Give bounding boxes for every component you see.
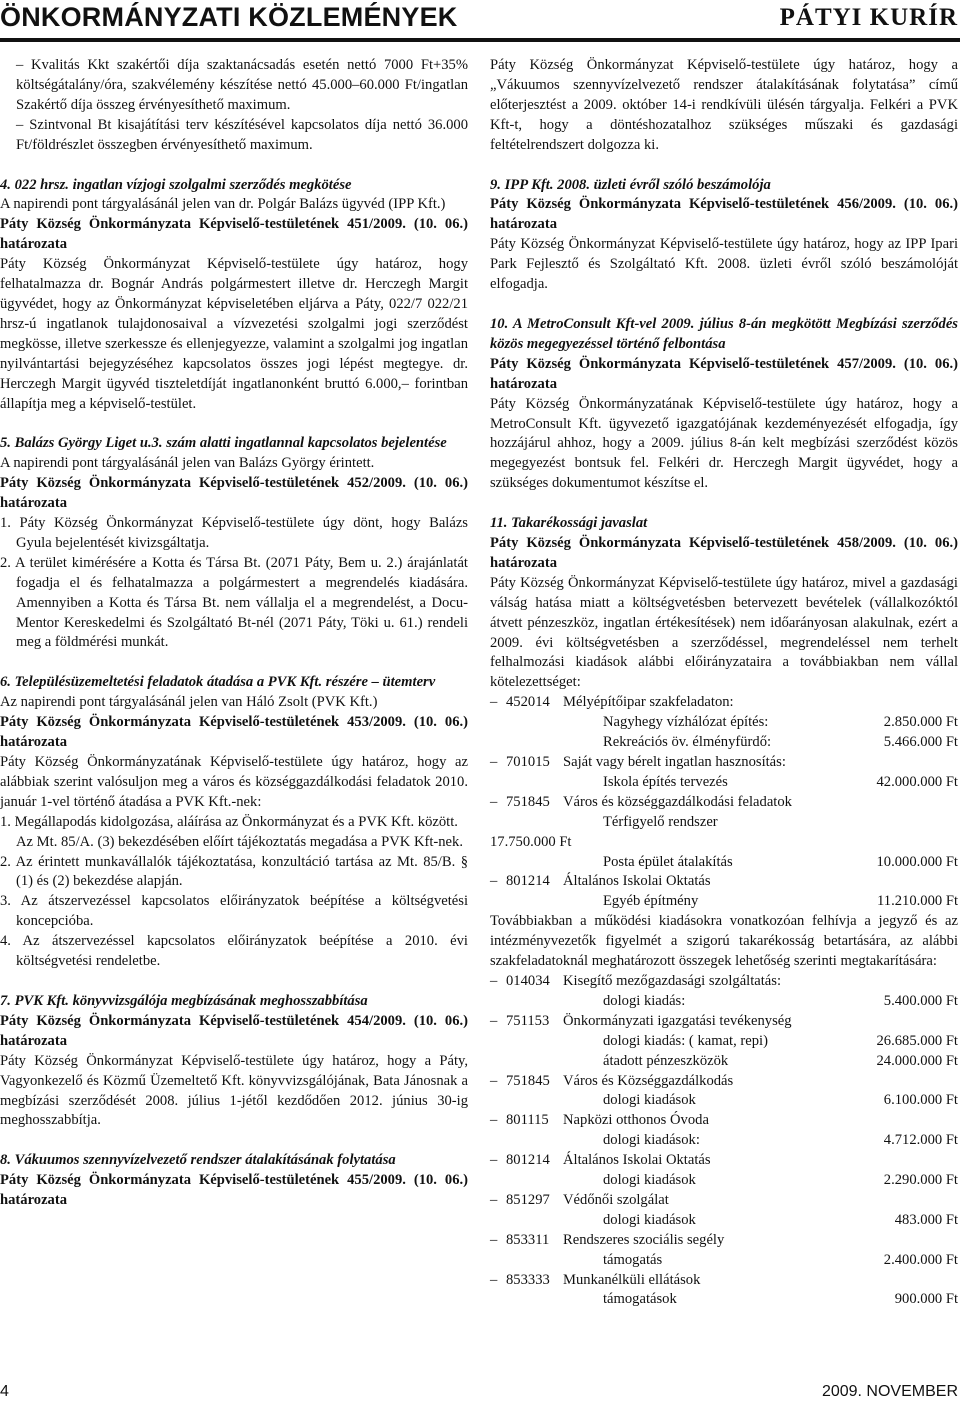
budget-row bbox=[490, 1231, 958, 1251]
budget-row bbox=[490, 1171, 958, 1191]
budget-row bbox=[490, 1032, 958, 1052]
budget-row bbox=[490, 1211, 958, 1231]
budget-item-name: Saját vagy bérelt ingatlan hasznosítás: bbox=[563, 754, 786, 770]
budget-item-name: Védőnői szolgálat bbox=[563, 1191, 669, 1208]
budget-item-name: átadott pénzeszközök bbox=[603, 1052, 729, 1069]
budget-table-capital bbox=[490, 693, 958, 832]
budget-dash bbox=[490, 733, 506, 753]
resolution-title: Páty Község Önkormányzata Képviselő-testületének 454/2009. (10. 06.) határozata bbox=[0, 1012, 468, 1049]
budget-row bbox=[490, 972, 958, 992]
right-column bbox=[490, 56, 958, 1310]
budget-code: 853311 bbox=[506, 1231, 550, 1248]
budget-row bbox=[490, 872, 958, 892]
budget-table-capital-continued bbox=[490, 853, 958, 913]
paragraph: Páty Község Önkormányzat Képviselő-testülete úgy határoz, hogy az IPP Ipari Park Fejlesztő és Szolgáltató Kft. 2008. üzleti évről szóló beszámolóját elfogadja. bbox=[490, 236, 958, 293]
budget-amount: 483.000 Ft bbox=[894, 1211, 958, 1228]
budget-dash bbox=[490, 713, 506, 733]
budget-dash bbox=[490, 1131, 506, 1151]
intro-section bbox=[0, 56, 468, 156]
budget-dash: – bbox=[490, 1072, 498, 1089]
budget-amount bbox=[854, 753, 958, 773]
budget-amount bbox=[854, 813, 958, 833]
budget-dash: – bbox=[490, 873, 498, 890]
budget-code: 851297 bbox=[506, 1191, 550, 1208]
budget-code: 014034 bbox=[506, 972, 550, 989]
budget-dash: – bbox=[490, 1191, 498, 1208]
section-heading: 10. A MetroConsult Kft-vel 2009. július 8-án megkötött Megbízási szerződés közös megegyezéssel történő felbontása bbox=[490, 315, 958, 352]
budget-row bbox=[490, 1012, 958, 1032]
resolution-title: Páty Község Önkormányzata Képviselő-testületének 456/2009. (10. 06.) határozata bbox=[490, 196, 958, 233]
budget-amount bbox=[854, 1151, 958, 1171]
budget-indent bbox=[506, 773, 563, 793]
budget-amount: 2.400.000 Ft bbox=[883, 1251, 958, 1268]
budget-amount bbox=[854, 1072, 958, 1092]
section-heading: 6. Településüzemeltetési feladatok átadása a PVK Kft. részére – ütemterv bbox=[0, 674, 436, 691]
budget-dash bbox=[490, 1290, 506, 1310]
section-heading: 8. Vákuumos szennyvízelvezető rendszer átalakításának folytatása bbox=[0, 1152, 396, 1169]
budget-row bbox=[490, 1131, 958, 1151]
budget-row bbox=[490, 992, 958, 1012]
budget-amount bbox=[854, 1231, 958, 1251]
budget-table-operating bbox=[490, 972, 958, 1310]
budget-row bbox=[490, 892, 958, 912]
budget-item-name: támogatás bbox=[603, 1251, 663, 1268]
section-8 bbox=[0, 1151, 468, 1211]
budget-dash bbox=[490, 1171, 506, 1191]
section-5 bbox=[0, 434, 468, 653]
resolution-title: Páty Község Önkormányzata Képviselő-testületének 457/2009. (10. 06.) határozata bbox=[490, 355, 958, 392]
budget-item-name: Posta épület átalakítás bbox=[603, 853, 733, 870]
numbered-item: 3. Az átszervezéssel kapcsolatos előirányzatok beépítése a költségvetési koncepcióba. bbox=[0, 893, 468, 930]
resolution-title: Páty Község Önkormányzata Képviselő-testületének 455/2009. (10. 06.) határozata bbox=[0, 1172, 468, 1209]
budget-row bbox=[490, 1191, 958, 1211]
section-heading: 5. Balázs György Liget u.3. szám alatti ingatlannal kapcsolatos bejelentése bbox=[0, 435, 447, 452]
budget-dash bbox=[490, 773, 506, 793]
budget-item-name: Kisegítő mezőgazdasági szolgáltatás: bbox=[563, 972, 782, 989]
paragraph: A napirendi pont tárgyalásánál jelen van Balázs György érintett. bbox=[0, 455, 375, 472]
budget-item-name: Általános Iskolai Oktatás bbox=[563, 873, 711, 890]
budget-row bbox=[490, 1072, 958, 1092]
paragraph: Páty Község Önkormányzat Képviselő-testülete úgy határoz, hogy a „Vákuumos szennyvízelvezető rendszer átalakításának folytatása” című előterjesztést a 2009. október 14-i rendkívüli ülésén tárgyalja. Felkéri a PVK Kft-t, hogy a döntéshozatalhoz szükséges műszaki és gazdasági feltételrendszert dolgozza ki. bbox=[490, 57, 958, 153]
section-heading: 11. Takarékossági javaslat bbox=[490, 515, 648, 532]
paragraph: Páty Község Önkormányzatának Képviselő-testülete úgy határoz, hogy az alábbiak szerint valósuljon meg a város és községgazdálkodási feladatok 2010. január 1-vel történő átadása a PVK Kft.-nek: bbox=[0, 754, 468, 810]
budget-amount: 4.712.000 Ft bbox=[883, 1132, 958, 1149]
budget-row bbox=[490, 773, 958, 793]
budget-amount: 5.400.000 Ft bbox=[883, 992, 958, 1009]
budget-amount bbox=[830, 872, 958, 892]
left-column bbox=[0, 56, 468, 1211]
resolution-title: Páty Község Önkormányzata Képviselő-testületének 451/2009. (10. 06.) határozata bbox=[0, 216, 468, 253]
budget-amount: 11.210.000 Ft bbox=[877, 893, 958, 910]
resolution-title: Páty Község Önkormányzata Képviselő-testületének 452/2009. (10. 06.) határozata bbox=[0, 475, 468, 512]
budget-dash bbox=[490, 1052, 506, 1072]
budget-indent bbox=[506, 892, 563, 912]
section-title: ÖNKORMÁNYZATI KÖZLEMÉNYEK bbox=[0, 2, 458, 32]
budget-overflow-amount: 17.750.000 Ft bbox=[490, 833, 572, 850]
budget-dash bbox=[490, 853, 506, 873]
resolution-title: Páty Község Önkormányzata Képviselő-testületének 453/2009. (10. 06.) határozata bbox=[0, 714, 468, 751]
budget-item-name: dologi kiadás: ( kamat, repi) bbox=[603, 1032, 768, 1049]
budget-amount: 900.000 Ft bbox=[894, 1291, 958, 1308]
budget-item-name: dologi kiadás: bbox=[603, 992, 686, 1009]
budget-indent bbox=[506, 1052, 563, 1072]
budget-indent bbox=[506, 853, 563, 873]
paragraph: Páty Község Önkormányzatának Képviselő-testülete úgy határoz, hogy a MetroConsult Kft. ügyvezető igazgatójának kezdeményezését elfogadja, így hozzájárul ahhoz, hogy a 2009. július 8-án kelt megbízási szerződést közös megegyezést bontsuk fel. Felkéri dr. Herczegh Margit ügyvédet, hogy a szükséges dokumentumot készítse el. bbox=[490, 395, 958, 492]
budget-dash: – bbox=[490, 1012, 498, 1029]
budget-amount: 10.000.000 Ft bbox=[876, 853, 958, 870]
section-7 bbox=[0, 992, 468, 1131]
budget-dash: – bbox=[490, 754, 498, 770]
budget-item-name: Általános Iskolai Oktatás bbox=[563, 1152, 711, 1169]
budget-dash: – bbox=[490, 1152, 498, 1169]
budget-indent bbox=[506, 713, 563, 733]
budget-item-name: Város és községgazdálkodási feladatok bbox=[563, 793, 792, 810]
budget-indent bbox=[506, 992, 563, 1012]
section-heading: 7. PVK Kft. könyvvizsgálója megbízásának meghosszabbítása bbox=[0, 992, 368, 1009]
budget-dash bbox=[490, 813, 506, 833]
budget-indent bbox=[506, 1091, 563, 1111]
publication-name: PÁTYI KURÍR bbox=[779, 4, 958, 31]
budget-dash bbox=[490, 892, 506, 912]
budget-item-name: dologi kiadások: bbox=[603, 1132, 700, 1149]
budget-code: 751153 bbox=[506, 1012, 550, 1029]
budget-indent bbox=[506, 813, 563, 833]
budget-amount bbox=[854, 1111, 958, 1131]
header-rule bbox=[0, 38, 960, 42]
budget-amount: 26.685.000 Ft bbox=[876, 1032, 958, 1049]
budget-item-name: támogatások bbox=[603, 1291, 677, 1308]
budget-amount: 42.000.000 Ft bbox=[876, 773, 958, 790]
section-heading: 4. 022 hrsz. ingatlan vízjogi szolgalmi szerződés megkötése bbox=[0, 176, 352, 193]
budget-dash: – bbox=[490, 1271, 498, 1288]
budget-row bbox=[490, 753, 958, 773]
budget-item-name: Rendszeres szociális segély bbox=[563, 1231, 725, 1248]
budget-item-name: Napközi otthonos Óvoda bbox=[563, 1112, 709, 1129]
budget-amount: 24.000.000 Ft bbox=[876, 1052, 958, 1069]
budget-row bbox=[490, 1290, 958, 1310]
paragraph: Páty Község Önkormányzat Képviselő-testülete úgy határoz, mivel a gazdasági válság hatása miatt a költségvetésben betervezett bevételek (vállalkozóktól átvett pénzeszköz, ingatlan értékesítések) nem időarányosan alakulnak, ezért a 2009. évi költségvetésben a szerződéssel, megrendeléssel nem terhelt felhalmozási kiadások alábbi előirányzataira a továbbiakban nem vállal kötelezettséget: bbox=[490, 574, 958, 691]
budget-item-name: Nagyhegy vízhálózat építés: bbox=[603, 714, 769, 731]
budget-amount: 6.100.000 Ft bbox=[883, 1092, 958, 1109]
section-9 bbox=[490, 176, 958, 295]
section-10 bbox=[490, 315, 958, 494]
budget-item-name: Önkormányzati igazgatási tevékenység bbox=[563, 1012, 792, 1029]
budget-item-name: dologi kiadások bbox=[603, 1092, 696, 1109]
budget-row bbox=[490, 1091, 958, 1111]
budget-dash bbox=[490, 1091, 506, 1111]
numbered-item: 1. Páty Község Önkormányzat Képviselő-testülete úgy dönt, hogy Balázs Gyula bejelentését kivizsgáltatja. bbox=[0, 515, 468, 551]
budget-amount bbox=[854, 1012, 958, 1032]
numbered-item: 2. Az érintett munkavállalók tájékoztatása, konzultáció tartása az Mt. 85/B. § (1) és (2) bekezdése alapján. bbox=[0, 853, 468, 890]
budget-item-name: Munkanélküli ellátások bbox=[563, 1271, 701, 1288]
budget-indent bbox=[506, 1251, 563, 1271]
budget-indent bbox=[506, 1032, 563, 1052]
paragraph: Az napirendi pont tárgyalásánál jelen van Háló Zsolt (PVK Kft.) bbox=[0, 694, 378, 711]
budget-row bbox=[490, 693, 958, 713]
budget-row bbox=[490, 793, 958, 813]
budget-dash bbox=[490, 992, 506, 1012]
budget-amount bbox=[854, 972, 958, 992]
paragraph: Páty Község Önkormányzat Képviselő-testülete úgy határoz, hogy a Páty, Vagyonkezelő és Közmű Üzemeltető Kft. könyvvizsgálójának, Bata Jánosnak a megbízási szerződését 2008. július 1-jétől kezdődően 2012. június 30-ig meghosszabbítja. bbox=[0, 1052, 468, 1129]
budget-dash bbox=[490, 1211, 506, 1231]
section-6 bbox=[0, 673, 468, 972]
paragraph: Páty Község Önkormányzat Képviselő-testülete úgy határoz, hogy felhatalmazza dr. Bognár András polgármestert illetve dr. Herczegh Margit ügyvédet, hogy az Önkormányzat képviseletében eljárva a Páty, 022/7 022/21 hrsz-ú ingatlanok tulajdonosaival a vízvezetési szolgalmi jogi szerződést megkösse, illetve szerkessze és ellenjegyezze, valamint a szolgalmi jog ingatlan nyilvántartási bejegyzéséhez kapcsolatos összes jogi lépést megtegye. dr. Herczegh Margit ügyvéd tiszteletdíját ingatlanonként bruttó 6.000,– forintban állapítja meg a képviselő-testület. bbox=[0, 256, 468, 412]
page-number: 4 bbox=[0, 1383, 9, 1400]
budget-item-name: Mélyépítőipar szakfeladaton: bbox=[563, 694, 734, 711]
issue-date: 2009. NOVEMBER bbox=[821, 1383, 958, 1400]
paragraph: Továbbiakban a működési kiadásokra vonatkozóan felhívja a jegyző és az intézményvezetők figyelmét a szigorú takarékosság betartására, az alábbi szakfeladatoknál meghatározott összegek lehetőség szerinti megtakarítására: bbox=[490, 913, 958, 970]
budget-dash bbox=[490, 1032, 506, 1052]
budget-code: 801214 bbox=[506, 873, 550, 890]
budget-item-name: Egyéb építmény bbox=[603, 893, 699, 910]
budget-dash: – bbox=[490, 972, 498, 989]
budget-amount bbox=[854, 793, 958, 813]
budget-amount: 5.466.000 Ft bbox=[883, 734, 958, 751]
budget-item-name: dologi kiadások bbox=[603, 1172, 696, 1189]
budget-row bbox=[490, 1052, 958, 1072]
budget-amount: 2.290.000 Ft bbox=[883, 1172, 958, 1189]
budget-dash: – bbox=[490, 793, 498, 810]
intro-paragraph: – Szintvonal Bt kisajátítási terv készítésével kapcsolatos díja nettó 36.000 Ft/földrészlet összegben érvényesíthető maximum. bbox=[16, 116, 468, 153]
budget-row bbox=[490, 813, 958, 833]
numbered-item: 4. Az átszervezéssel kapcsolatos előirányzatok beépítése a 2010. évi költségvetési rendeletbe. bbox=[0, 933, 468, 970]
section-11 bbox=[490, 514, 958, 1310]
budget-amount bbox=[854, 1191, 958, 1211]
budget-item-name: Város és Községgazdálkodás bbox=[563, 1072, 734, 1089]
resolution-title: Páty Község Önkormányzata Képviselő-testületének 458/2009. (10. 06.) határozata bbox=[490, 535, 958, 571]
budget-dash: – bbox=[490, 1112, 498, 1129]
budget-row bbox=[490, 713, 958, 733]
budget-indent bbox=[506, 1211, 563, 1231]
budget-row bbox=[490, 733, 958, 753]
budget-code: 751845 bbox=[506, 793, 550, 810]
budget-amount bbox=[854, 1271, 958, 1291]
budget-item-name: dologi kiadások bbox=[603, 1211, 696, 1228]
budget-code: 801214 bbox=[506, 1152, 550, 1169]
budget-dash bbox=[490, 1251, 506, 1271]
intro-paragraph: – Kvalitás Kkt szakértői díja szaktanácsadás esetén nettó 7000 Ft+35% költségátalány/óra, szakvélemény készítése nettó 45.000–60.000 Ft/ingatlan Szakértő díja összeg érvényesíthető maximum. bbox=[16, 57, 468, 113]
budget-indent bbox=[506, 1171, 563, 1191]
budget-item-name: Térfigyelő rendszer bbox=[603, 813, 718, 830]
budget-dash: – bbox=[490, 1231, 498, 1248]
budget-dash: – bbox=[490, 694, 498, 711]
budget-row bbox=[490, 1251, 958, 1271]
budget-amount: 2.850.000 Ft bbox=[883, 714, 958, 731]
budget-indent bbox=[506, 1290, 563, 1310]
budget-code: 452014 bbox=[506, 694, 550, 711]
budget-item-name: Rekreációs öv. élményfürdő: bbox=[603, 734, 772, 751]
numbered-item: 1. Megállapodás kidolgozása, aláírása az Önkormányzat és a PVK Kft. között. bbox=[0, 813, 458, 830]
section-heading: 9. IPP Kft. 2008. üzleti évről szóló beszámolója bbox=[490, 176, 771, 193]
budget-indent bbox=[506, 1131, 563, 1151]
budget-code: 751845 bbox=[506, 1072, 550, 1089]
section-8-continued bbox=[490, 56, 958, 156]
budget-code: 801115 bbox=[506, 1112, 549, 1129]
paragraph: A napirendi pont tárgyalásánál jelen van dr. Polgár Balázs ügyvéd (IPP Kft.) bbox=[0, 196, 446, 213]
budget-row bbox=[490, 1271, 958, 1291]
budget-code: 701015 bbox=[506, 754, 550, 770]
budget-row bbox=[490, 1151, 958, 1171]
numbered-item-detail: Az Mt. 85/A. (3) bekezdésében előírt tájékoztatás megadása a PVK Kft-nek. bbox=[16, 833, 463, 850]
budget-item-name: Iskola építés tervezés bbox=[603, 773, 728, 790]
budget-code: 853333 bbox=[506, 1271, 550, 1288]
budget-row bbox=[490, 853, 958, 873]
numbered-item: 2. A terület kimérésére a Kotta és Társa Bt. (2071 Páty, Bem u. 2.) árajánlatát fogadja el és felhatalmazza a polgármestert a megrendelés kiadására. Amennyiben a Kotta és Társa Bt. nem vállalja el a megrendelést, a Docu-Mentor Kereskedelmi és Szolgáltató Bt-nél (2071 Páty, Töki u. 61.) rendeli meg a földmérési munkát. bbox=[0, 554, 468, 651]
budget-indent bbox=[506, 733, 563, 753]
section-4 bbox=[0, 176, 468, 415]
budget-amount bbox=[854, 693, 958, 713]
budget-row bbox=[490, 1111, 958, 1131]
